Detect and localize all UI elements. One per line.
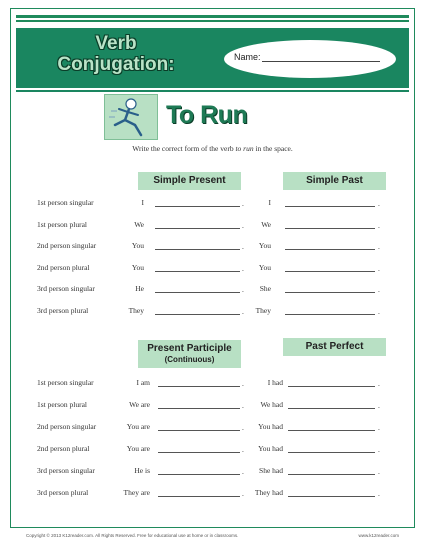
- participle-pronoun: You are: [126, 444, 150, 453]
- period: .: [378, 306, 380, 316]
- present-answer-blank[interactable]: [155, 206, 240, 207]
- instructions-verb: to run: [235, 144, 254, 153]
- past-answer-blank[interactable]: [285, 249, 375, 250]
- period: .: [378, 220, 380, 230]
- present-answer-blank[interactable]: [155, 314, 240, 315]
- period: .: [242, 199, 244, 208]
- row-label: 3rd person plural: [37, 488, 89, 497]
- period: .: [242, 285, 244, 294]
- participle-pronoun: They are: [123, 488, 150, 497]
- present-pronoun: We: [134, 219, 144, 229]
- period: .: [242, 242, 244, 251]
- instructions-text: Write the correct form of the verb: [132, 144, 236, 153]
- row-label: 1st person singular: [37, 198, 94, 207]
- present-pronoun: They: [128, 305, 144, 315]
- perfect-pronoun: I had: [267, 378, 283, 387]
- present-answer-blank[interactable]: [155, 271, 240, 272]
- past-answer-blank[interactable]: [285, 228, 375, 229]
- title-line-1: Verb: [95, 33, 137, 54]
- header-past-perfect: Past Perfect: [283, 338, 386, 356]
- past-pronoun: She: [259, 284, 271, 293]
- footer-url[interactable]: www.k12reader.com: [358, 533, 399, 538]
- past-answer-blank[interactable]: [285, 206, 375, 207]
- verb-title: To Run: [166, 101, 248, 129]
- past-pronoun: They: [255, 305, 271, 315]
- period: .: [378, 263, 380, 273]
- period: .: [242, 401, 244, 410]
- period: .: [378, 401, 380, 410]
- period: .: [378, 467, 380, 476]
- title-line-2: Conjugation:: [57, 54, 175, 75]
- period: .: [242, 263, 244, 273]
- participle-answer-blank[interactable]: [158, 408, 240, 409]
- period: .: [378, 445, 380, 454]
- period: .: [378, 423, 380, 432]
- present-pronoun: I: [141, 198, 144, 207]
- perfect-answer-blank[interactable]: [288, 408, 375, 409]
- period: .: [242, 489, 244, 498]
- perfect-answer-blank[interactable]: [288, 496, 375, 497]
- participle-answer-blank[interactable]: [158, 496, 240, 497]
- past-pronoun: I: [268, 198, 271, 207]
- period: .: [378, 489, 380, 498]
- period: .: [242, 423, 244, 432]
- worksheet-title: [36, 33, 196, 75]
- present-answer-blank[interactable]: [155, 292, 240, 293]
- name-label: Name:: [234, 52, 261, 62]
- past-pronoun: You: [258, 262, 271, 272]
- row-label: 1st person plural: [37, 400, 87, 409]
- participle-answer-blank[interactable]: [158, 430, 240, 431]
- row-label: 1st person singular: [37, 378, 94, 387]
- perfect-answer-blank[interactable]: [288, 386, 375, 387]
- perfect-pronoun: You had: [258, 444, 283, 453]
- participle-pronoun: I am: [136, 378, 150, 387]
- running-figure-icon: [104, 94, 158, 140]
- participle-answer-blank[interactable]: [158, 474, 240, 475]
- period: .: [242, 306, 244, 316]
- row-label: 2nd person plural: [37, 262, 90, 272]
- period: .: [242, 220, 244, 230]
- top-stripe-thin: [16, 20, 409, 22]
- present-answer-blank[interactable]: [155, 249, 240, 250]
- top-stripe: [16, 15, 409, 18]
- header-simple-present: Simple Present: [138, 172, 241, 190]
- present-pronoun: He: [135, 284, 144, 293]
- period: .: [242, 467, 244, 476]
- perfect-answer-blank[interactable]: [288, 430, 375, 431]
- participle-answer-blank[interactable]: [158, 452, 240, 453]
- perfect-pronoun: You had: [258, 422, 283, 431]
- participle-answer-blank[interactable]: [158, 386, 240, 387]
- participle-pronoun: He is: [134, 466, 150, 475]
- row-label: 2nd person singular: [37, 241, 97, 250]
- footer-copyright: Copyright © 2013 K12reader.com. All Rights Reserved. Free for educational use at home or in classrooms.: [26, 533, 239, 538]
- present-pronoun: You: [131, 241, 144, 250]
- header-present-participle: [138, 340, 241, 368]
- row-label: 3rd person singular: [37, 466, 95, 475]
- row-label: 3rd person singular: [37, 284, 95, 293]
- row-label: 2nd person singular: [37, 422, 97, 431]
- participle-pronoun: We are: [129, 400, 150, 409]
- participle-pronoun: You are: [126, 422, 150, 431]
- present-participle-label: Present Participle: [147, 343, 232, 354]
- past-answer-blank[interactable]: [285, 292, 375, 293]
- past-pronoun: We: [261, 219, 271, 229]
- period: .: [378, 379, 380, 388]
- past-answer-blank[interactable]: [285, 314, 375, 315]
- present-answer-blank[interactable]: [155, 228, 240, 229]
- period: .: [378, 242, 380, 251]
- perfect-pronoun: They had: [254, 488, 283, 497]
- header-simple-past: Simple Past: [283, 172, 386, 190]
- perfect-pronoun: We had: [260, 400, 283, 409]
- banner-underline: [16, 90, 409, 92]
- name-blank[interactable]: [262, 61, 380, 62]
- row-label: 3rd person plural: [37, 305, 89, 315]
- instructions-text-end: in the space.: [253, 144, 293, 153]
- past-answer-blank[interactable]: [285, 271, 375, 272]
- instructions: [0, 144, 425, 153]
- period: .: [242, 445, 244, 454]
- period: .: [242, 379, 244, 388]
- present-participle-sublabel: (Continuous): [164, 355, 215, 364]
- past-pronoun: You: [258, 241, 271, 250]
- perfect-answer-blank[interactable]: [288, 474, 375, 475]
- period: .: [378, 285, 380, 294]
- row-label: 2nd person plural: [37, 444, 90, 453]
- period: .: [378, 199, 380, 208]
- perfect-pronoun: She had: [259, 466, 283, 475]
- present-pronoun: You: [131, 262, 144, 272]
- perfect-answer-blank[interactable]: [288, 452, 375, 453]
- row-label: 1st person plural: [37, 219, 87, 229]
